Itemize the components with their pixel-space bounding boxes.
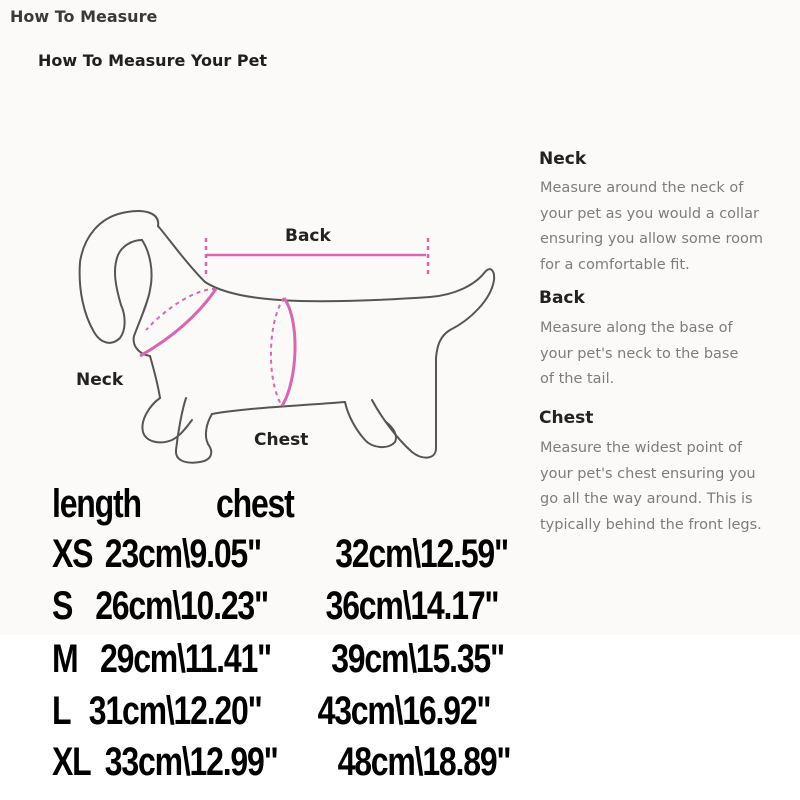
text-line: for a comfortable fit. [540,256,690,273]
length-cell: 33cm\12.99" [104,740,278,784]
chest-measure-line [271,298,295,406]
dog-outline [80,211,495,463]
chest-header: chest [216,482,294,526]
chest-cell: 39cm\15.35" [331,637,504,681]
size-cell: L [52,689,71,733]
text-line: of the tail. [540,371,615,387]
text-line: your pet's neck to the base [540,345,739,362]
page-title: How To Measure [10,7,158,26]
size-cell: S [52,584,73,628]
size-cell: M [52,637,78,681]
chest-instruction-text [540,436,795,538]
length-cell: 26cm\10.23" [95,584,268,628]
text-line: Measure around the neck of [540,180,744,196]
chest-cell: 36cm\14.17" [325,584,499,628]
text-line: Measure the widest point of [540,440,743,456]
length-cell: 29cm\11.41" [100,637,272,681]
length-header: length [52,482,141,526]
text-line: your pet as you would a collar [540,205,759,222]
chest-cell: 32cm\12.59" [335,532,508,576]
length-cell: 31cm\12.20" [88,689,262,733]
back-instruction-title: Back [539,288,585,308]
section-title: How To Measure Your Pet [38,51,268,70]
chest-label: Chest [254,430,309,450]
back-label: Back [285,226,331,246]
chest-instruction-title: Chest [539,408,594,428]
dog-diagram [0,0,530,470]
back-instruction-text [540,316,795,393]
text-line: Measure along the base of [540,320,733,336]
neck-measure-line [140,289,216,356]
length-cell: 23cm\9.05" [104,532,261,576]
chest-cell: 43cm\16.92" [317,689,491,733]
size-cell: XS [52,532,93,576]
text-line: ensuring you allow some room [540,231,763,247]
text-line: go all the way around. This is [540,491,753,507]
neck-instruction-title: Neck [539,149,587,169]
text-line: your pet's chest ensuring you [540,465,756,482]
neck-label: Neck [76,370,124,390]
chest-cell: 48cm\18.89" [337,740,511,784]
text-line: typically behind the front legs. [540,516,762,533]
size-cell: XL [52,740,91,784]
neck-instruction-text [540,176,795,278]
